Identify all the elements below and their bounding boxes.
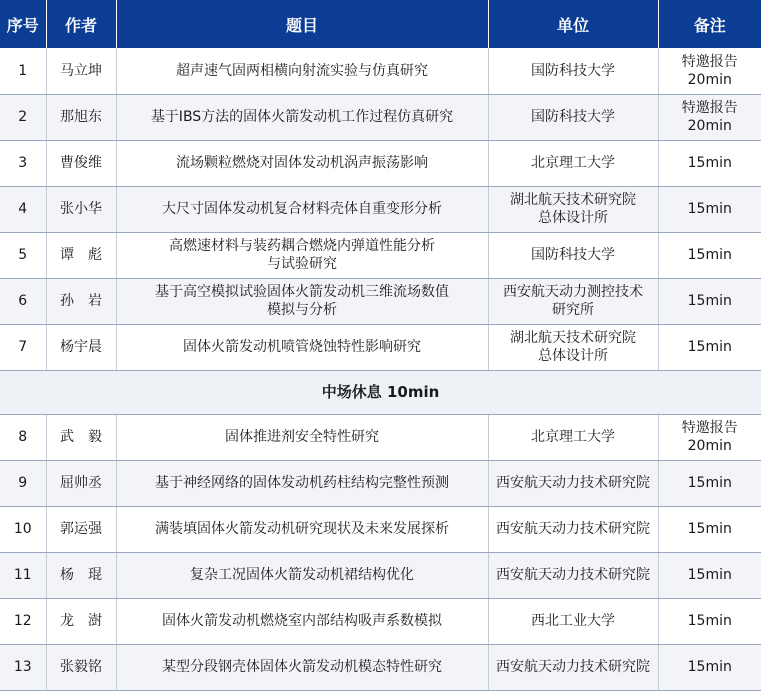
cell-note: 15min xyxy=(658,598,761,644)
cell-title: 固体火箭发动机喷管烧蚀特性影响研究 xyxy=(116,324,488,370)
cell-title: 复杂工况固体火箭发动机裙结构优化 xyxy=(116,552,488,598)
cell-unit: 西安航天动力测控技术 研究所 xyxy=(488,278,658,324)
cell-unit: 北京理工大学 xyxy=(488,414,658,460)
table-row xyxy=(0,598,761,644)
cell-note: 特邀报告 20min xyxy=(658,94,761,140)
cell-author: 马立坤 xyxy=(46,48,116,94)
cell-author: 张毅铭 xyxy=(46,644,116,690)
table-row xyxy=(0,94,761,140)
cell-unit: 西安航天动力技术研究院 xyxy=(488,552,658,598)
cell-note: 15min xyxy=(658,460,761,506)
table-body xyxy=(0,48,761,690)
table-row xyxy=(0,232,761,278)
cell-title: 某型分段钢壳体固体火箭发动机模态特性研究 xyxy=(116,644,488,690)
cell-unit: 西安航天动力技术研究院 xyxy=(488,506,658,552)
cell-author: 龙 澍 xyxy=(46,598,116,644)
intermission-row xyxy=(0,370,761,414)
cell-unit: 国防科技大学 xyxy=(488,232,658,278)
cell-title: 基于IBS方法的固体火箭发动机工作过程仿真研究 xyxy=(116,94,488,140)
cell-note: 15min xyxy=(658,324,761,370)
cell-title: 固体火箭发动机燃烧室内部结构吸声系数模拟 xyxy=(116,598,488,644)
cell-unit: 国防科技大学 xyxy=(488,94,658,140)
cell-author: 曹俊维 xyxy=(46,140,116,186)
table-row xyxy=(0,278,761,324)
cell-note: 15min xyxy=(658,232,761,278)
cell-unit: 湖北航天技术研究院 总体设计所 xyxy=(488,324,658,370)
intermission-label: 中场休息 10min xyxy=(0,370,761,414)
cell-author: 杨宇晨 xyxy=(46,324,116,370)
cell-title: 固体推进剂安全特性研究 xyxy=(116,414,488,460)
cell-note: 15min xyxy=(658,552,761,598)
cell-author: 张小华 xyxy=(46,186,116,232)
cell-note: 15min xyxy=(658,140,761,186)
cell-number: 7 xyxy=(0,324,46,370)
cell-author: 杨 琨 xyxy=(46,552,116,598)
header-note: 备注 xyxy=(658,0,761,48)
cell-note: 15min xyxy=(658,186,761,232)
cell-note: 15min xyxy=(658,644,761,690)
table-row xyxy=(0,324,761,370)
cell-number: 8 xyxy=(0,414,46,460)
table-row xyxy=(0,506,761,552)
cell-title: 流场颗粒燃烧对固体发动机涡声振荡影响 xyxy=(116,140,488,186)
cell-unit: 国防科技大学 xyxy=(488,48,658,94)
cell-number: 2 xyxy=(0,94,46,140)
cell-number: 12 xyxy=(0,598,46,644)
cell-note: 15min xyxy=(658,278,761,324)
table-row xyxy=(0,414,761,460)
cell-unit: 西安航天动力技术研究院 xyxy=(488,644,658,690)
cell-number: 13 xyxy=(0,644,46,690)
cell-title: 基于神经网络的固体发动机药柱结构完整性预测 xyxy=(116,460,488,506)
header-title: 题目 xyxy=(116,0,488,48)
cell-unit: 湖北航天技术研究院 总体设计所 xyxy=(488,186,658,232)
cell-number: 5 xyxy=(0,232,46,278)
cell-unit: 西北工业大学 xyxy=(488,598,658,644)
cell-number: 3 xyxy=(0,140,46,186)
cell-title: 高燃速材料与装药耦合燃烧内弹道性能分析 与试验研究 xyxy=(116,232,488,278)
table-row xyxy=(0,186,761,232)
cell-number: 4 xyxy=(0,186,46,232)
cell-title: 满装填固体火箭发动机研究现状及未来发展探析 xyxy=(116,506,488,552)
header-unit: 单位 xyxy=(488,0,658,48)
table-row xyxy=(0,644,761,690)
cell-number: 1 xyxy=(0,48,46,94)
cell-author: 郭运强 xyxy=(46,506,116,552)
table-header xyxy=(0,0,761,48)
cell-author: 武 毅 xyxy=(46,414,116,460)
cell-title: 基于高空模拟试验固体火箭发动机三维流场数值 模拟与分析 xyxy=(116,278,488,324)
cell-note: 15min xyxy=(658,506,761,552)
table-row xyxy=(0,460,761,506)
cell-note: 特邀报告 20min xyxy=(658,48,761,94)
cell-number: 9 xyxy=(0,460,46,506)
cell-title: 超声速气固两相横向射流实验与仿真研究 xyxy=(116,48,488,94)
cell-number: 11 xyxy=(0,552,46,598)
cell-author: 屈帅丞 xyxy=(46,460,116,506)
header-author: 作者 xyxy=(46,0,116,48)
table-row xyxy=(0,552,761,598)
cell-note: 特邀报告 20min xyxy=(658,414,761,460)
cell-number: 6 xyxy=(0,278,46,324)
table-row xyxy=(0,140,761,186)
cell-unit: 北京理工大学 xyxy=(488,140,658,186)
cell-title: 大尺寸固体发动机复合材料壳体自重变形分析 xyxy=(116,186,488,232)
table-row xyxy=(0,48,761,94)
cell-author: 孙 岩 xyxy=(46,278,116,324)
cell-author: 那旭东 xyxy=(46,94,116,140)
cell-author: 谭 彪 xyxy=(46,232,116,278)
header-number: 序号 xyxy=(0,0,46,48)
cell-number: 10 xyxy=(0,506,46,552)
cell-unit: 西安航天动力技术研究院 xyxy=(488,460,658,506)
